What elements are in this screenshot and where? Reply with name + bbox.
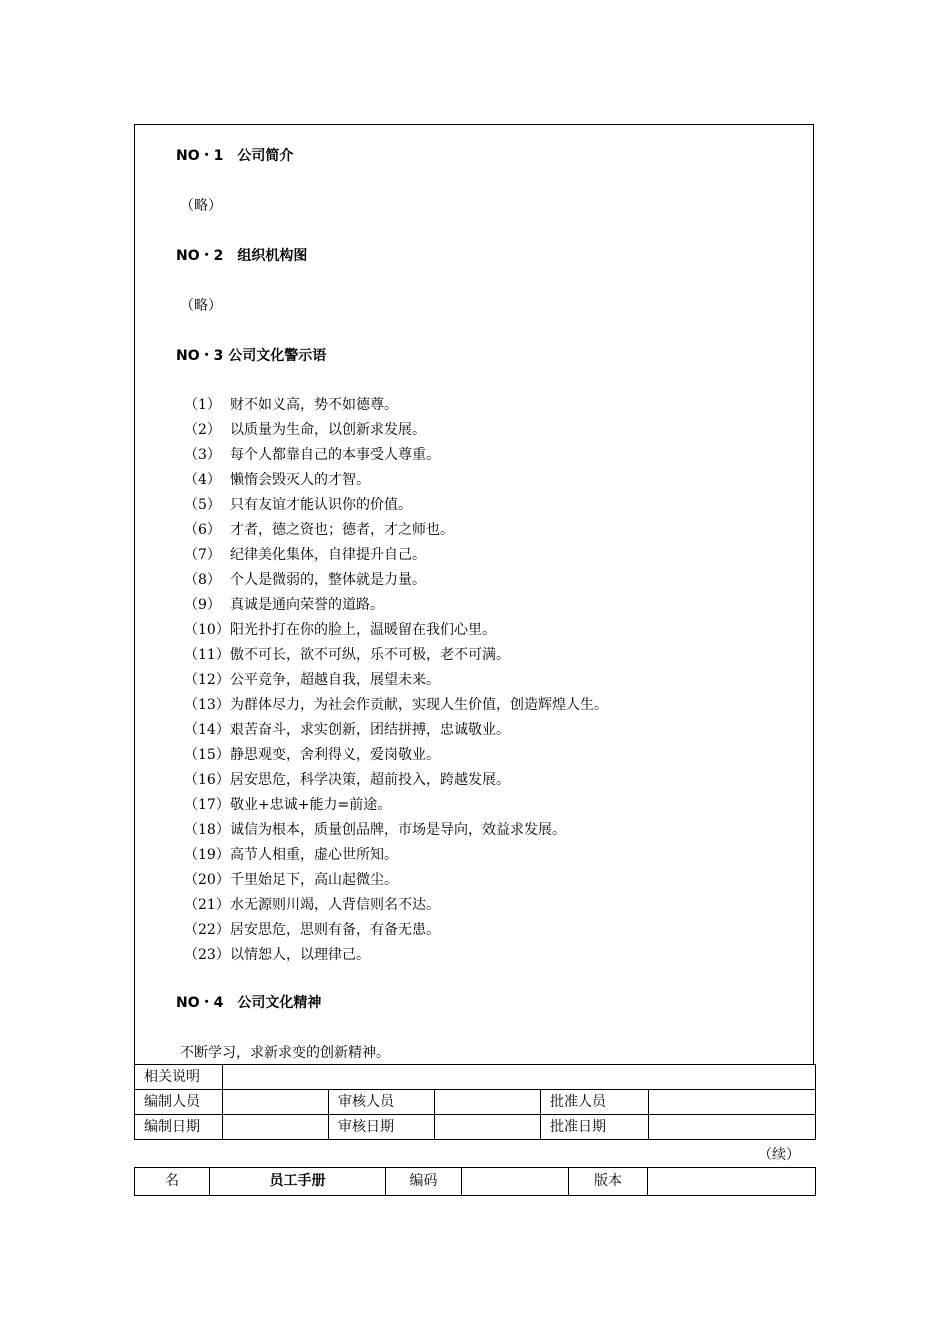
- list-item-text: 真诚是通向荣誉的道路。: [230, 597, 384, 613]
- list-item: [184, 894, 608, 919]
- code-label: 编码: [386, 1168, 462, 1196]
- list-item: [184, 594, 608, 619]
- continued-label: （续）: [758, 1147, 800, 1163]
- section-1-body: （略）: [180, 198, 222, 214]
- list-item-number: （5）: [184, 497, 221, 513]
- list-item: [184, 769, 608, 794]
- list-item-text: 艰苦奋斗，求实创新，团结拼搏，忠诚敬业。: [230, 722, 510, 738]
- table-row: [135, 1090, 816, 1115]
- section-4-body: 不断学习，求新求变的创新精神。: [180, 1045, 390, 1061]
- related-value: [223, 1065, 816, 1090]
- list-item: [184, 669, 608, 694]
- review-date-value: [435, 1115, 541, 1140]
- list-item-number: （1）: [184, 397, 221, 413]
- list-item-text: 以质量为生命，以创新求发展。: [230, 422, 426, 438]
- list-item-number: （13）: [184, 697, 230, 713]
- list-item-text: 敬业+忠诚+能力=前途。: [230, 797, 392, 813]
- approval-table: [134, 1064, 816, 1140]
- list-item-text: 静思观变，舍利得义，爱岗敬业。: [230, 747, 440, 763]
- list-item: [184, 919, 608, 944]
- list-item: [184, 494, 608, 519]
- list-item-number: （23）: [184, 947, 230, 963]
- section-3-title: NO・3 公司文化警示语: [176, 348, 327, 364]
- list-item-number: （11）: [184, 647, 230, 663]
- version-value: [648, 1168, 816, 1196]
- table-row: [135, 1065, 816, 1090]
- list-item-text: 只有友谊才能认识你的价值。: [230, 497, 412, 513]
- list-item: [184, 419, 608, 444]
- list-item-text: 居安思危，科学决策，超前投入，跨越发展。: [230, 772, 510, 788]
- name-label: 名: [135, 1168, 210, 1196]
- list-item: [184, 469, 608, 494]
- code-value: [462, 1168, 569, 1196]
- list-item-number: （18）: [184, 822, 230, 838]
- section-2-body: （略）: [180, 298, 222, 314]
- list-item: [184, 844, 608, 869]
- table-row: [135, 1115, 816, 1140]
- list-item: [184, 544, 608, 569]
- list-item-number: （9）: [184, 597, 221, 613]
- list-item: [184, 719, 608, 744]
- editor-label: 编制人员: [135, 1090, 223, 1115]
- list-item-text: 诚信为根本，质量创品牌，市场是导向，效益求发展。: [230, 822, 566, 838]
- document-title: 员工手册: [210, 1168, 386, 1196]
- list-item: [184, 694, 608, 719]
- section-1-title: NO・1 公司简介: [176, 148, 294, 164]
- list-item: [184, 819, 608, 844]
- list-item-number: （8）: [184, 572, 221, 588]
- list-item-number: （17）: [184, 797, 230, 813]
- related-label: 相关说明: [135, 1065, 223, 1090]
- list-item-text: 每个人都靠自己的本事受人尊重。: [230, 447, 440, 463]
- list-item-number: （6）: [184, 522, 221, 538]
- edit-date-label: 编制日期: [135, 1115, 223, 1140]
- list-item: [184, 794, 608, 819]
- handbook-header-table: [134, 1167, 816, 1196]
- approver-label: 批准人员: [541, 1090, 649, 1115]
- list-item-number: （22）: [184, 922, 230, 938]
- list-item-text: 高节人相重，虚心世所知。: [230, 847, 398, 863]
- list-item-text: 纪律美化集体，自律提升自己。: [230, 547, 426, 563]
- list-item-text: 才者，德之资也；德者，才之师也。: [230, 522, 454, 538]
- list-item: [184, 569, 608, 594]
- list-item: [184, 869, 608, 894]
- list-item-number: （19）: [184, 847, 230, 863]
- edit-date-value: [223, 1115, 329, 1140]
- list-item-number: （16）: [184, 772, 230, 788]
- list-item: [184, 744, 608, 769]
- list-item-text: 傲不可长，欲不可纵，乐不可极，老不可满。: [230, 647, 510, 663]
- list-item-number: （10）: [184, 622, 230, 638]
- list-item-number: （15）: [184, 747, 230, 763]
- section-2-title: NO・2 组织机构图: [176, 248, 308, 264]
- list-item-number: （2）: [184, 422, 221, 438]
- list-item-number: （12）: [184, 672, 230, 688]
- table-row: [135, 1168, 816, 1196]
- list-item-number: （4）: [184, 472, 221, 488]
- list-item-text: 以情恕人，以理律己。: [230, 947, 370, 963]
- list-item-number: （14）: [184, 722, 230, 738]
- list-item-number: （20）: [184, 872, 230, 888]
- list-item-number: （7）: [184, 547, 221, 563]
- list-item-number: （3）: [184, 447, 221, 463]
- version-label: 版本: [569, 1168, 648, 1196]
- slogan-list: [184, 394, 608, 969]
- list-item: [184, 394, 608, 419]
- list-item: [184, 519, 608, 544]
- approver-value: [649, 1090, 816, 1115]
- list-item-number: （21）: [184, 897, 230, 913]
- list-item-text: 居安思危，思则有备，有备无患。: [230, 922, 440, 938]
- list-item: [184, 619, 608, 644]
- list-item: [184, 644, 608, 669]
- list-item-text: 懒惰会毁灭人的才智。: [230, 472, 370, 488]
- approve-date-value: [649, 1115, 816, 1140]
- list-item-text: 为群体尽力，为社会作贡献，实现人生价值，创造辉煌人生。: [230, 697, 608, 713]
- list-item-text: 财不如义高，势不如德尊。: [230, 397, 398, 413]
- editor-value: [223, 1090, 329, 1115]
- list-item-text: 水无源则川竭，人背信则名不达。: [230, 897, 440, 913]
- list-item-text: 千里始足下，高山起微尘。: [230, 872, 398, 888]
- section-4-title: NO・4 公司文化精神: [176, 995, 322, 1011]
- reviewer-label: 审核人员: [329, 1090, 435, 1115]
- list-item-text: 公平竞争，超越自我，展望未来。: [230, 672, 440, 688]
- list-item: [184, 444, 608, 469]
- list-item-text: 个人是微弱的，整体就是力量。: [230, 572, 426, 588]
- review-date-label: 审核日期: [329, 1115, 435, 1140]
- list-item: [184, 944, 608, 969]
- list-item-text: 阳光扑打在你的脸上，温暖留在我们心里。: [230, 622, 496, 638]
- reviewer-value: [435, 1090, 541, 1115]
- approve-date-label: 批准日期: [541, 1115, 649, 1140]
